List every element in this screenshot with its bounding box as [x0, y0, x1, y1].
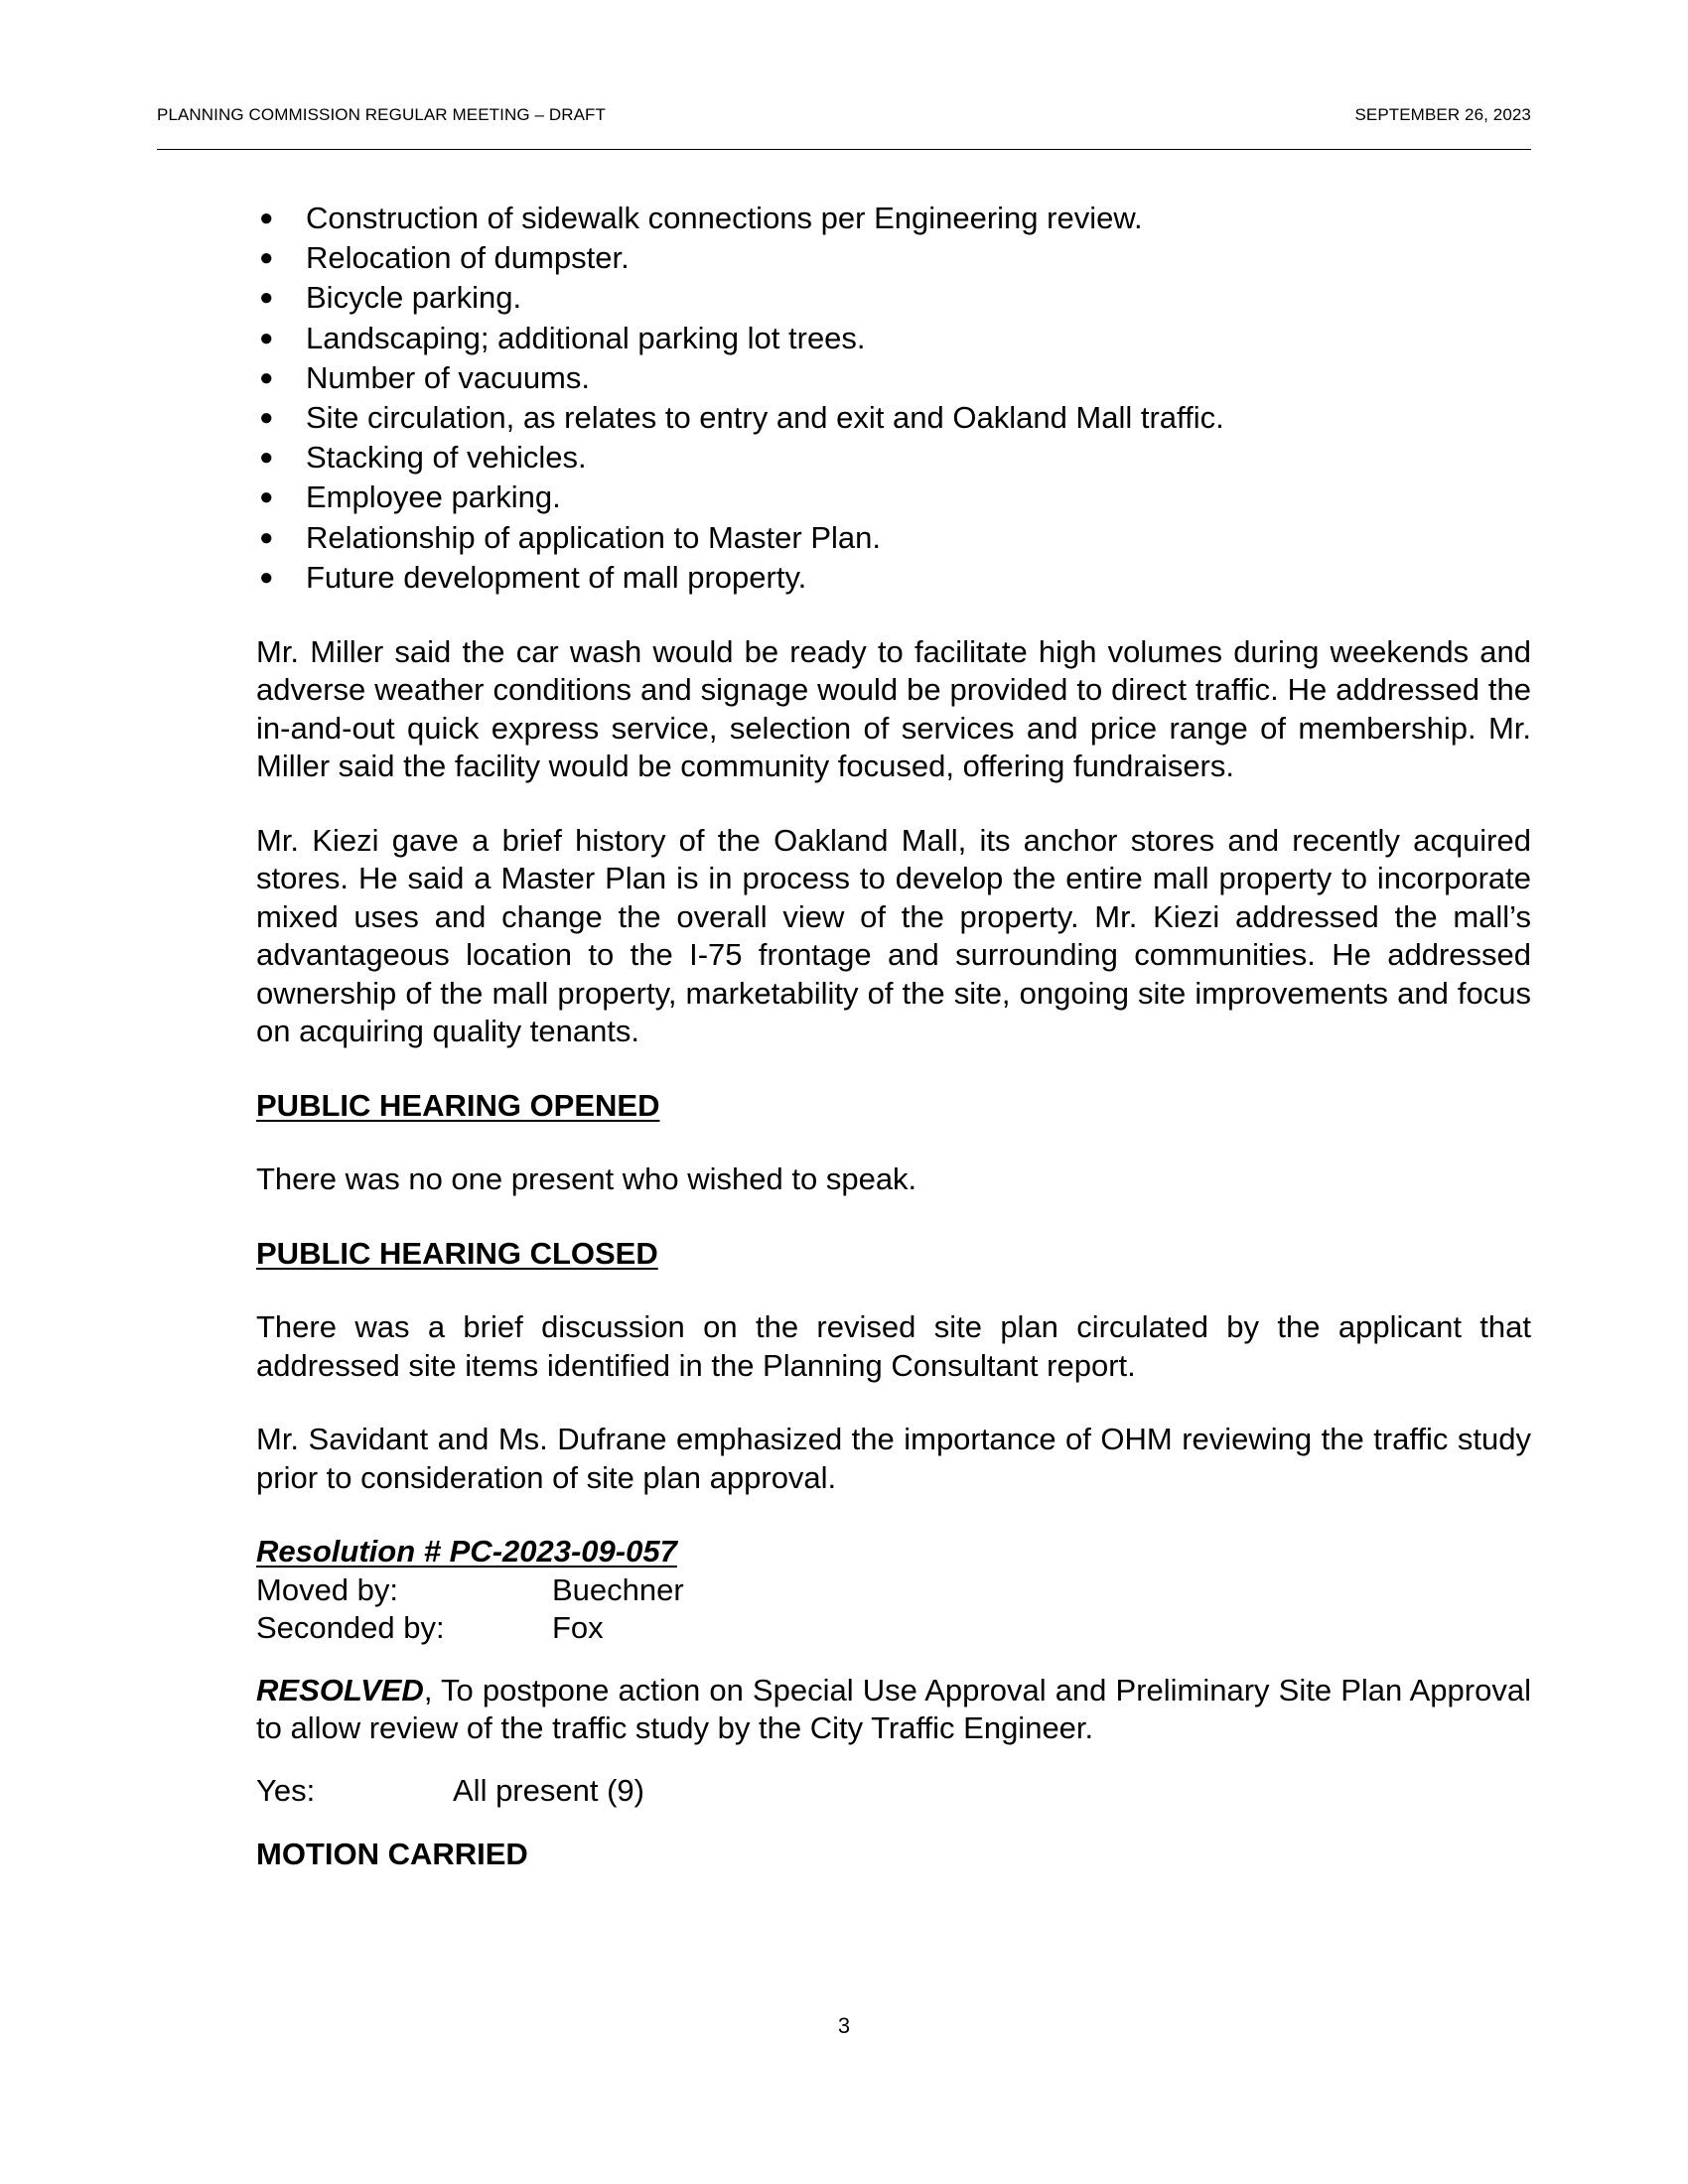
page-header	[157, 99, 1531, 150]
document-body	[256, 199, 1531, 1874]
vote-row	[256, 1772, 1531, 1811]
list-item: ● Bicycle parking.	[256, 278, 1531, 318]
list-item: ● Construction of sidewalk connections per Engineering review.	[256, 199, 1531, 238]
moved-by-label: Moved by:	[256, 1571, 399, 1607]
bullet-icon: ●	[259, 284, 274, 312]
bullet-icon: ●	[259, 244, 274, 272]
motion-carried: MOTION CARRIED	[256, 1837, 528, 1872]
review-items-list	[256, 199, 1531, 598]
bullet-icon: ●	[259, 324, 274, 351]
header-date: SEPTEMBER 26, 2023	[1354, 105, 1531, 124]
bullet-icon: ●	[259, 403, 274, 431]
bullet-icon: ●	[259, 205, 274, 231]
seconded-by-row	[256, 1609, 1531, 1648]
bullet-icon: ●	[259, 363, 274, 391]
paragraph-kiezi: Mr. Kiezi gave a brief history of the Oakland Mall, its anchor stores and recently acquired stores. He said a Master Plan is in process to develop the entire mall property to incorporate mixed uses and change the overall view of the property. Mr. Kiezi addressed the mall’s advantageous location to the I-75 frontage and surrounding communities. He addressed ownership of the mall property, marketability of the site, ongoing site improvements and focus on acquiring quality tenants.	[256, 822, 1531, 1049]
resolution-title: Resolution # PC-2023-09-057	[256, 1534, 677, 1570]
page-number: 3	[837, 2013, 851, 2038]
paragraph-discussion: There was a brief discussion on the revised site plan circulated by the applicant that addressed site items identified in the Planning Consultant report.	[256, 1309, 1531, 1383]
resolved-text: , To postpone action on Special Use Approval and Preliminary Site Plan Approval to allow review of the traffic study by the City Traffic Engineer.	[256, 1672, 1531, 1746]
list-item: ● Landscaping; additional parking lot trees.	[256, 319, 1531, 358]
list-item: ● Stacking of vehicles.	[256, 438, 1531, 478]
vote-label: Yes:	[256, 1772, 316, 1808]
resolution-block	[256, 1533, 1531, 1648]
vote-value: All present (9)	[453, 1772, 644, 1808]
heading-public-hearing-closed: PUBLIC HEARING CLOSED	[256, 1235, 658, 1271]
list-item: ● Site circulation, as relates to entry and exit and Oakland Mall traffic.	[256, 398, 1531, 438]
resolved-keyword: RESOLVED	[256, 1672, 424, 1707]
bullet-icon: ●	[259, 523, 274, 551]
list-item: ● Future development of mall property.	[256, 558, 1531, 598]
paragraph-savidant: Mr. Savidant and Ms. Dufrane emphasized the importance of OHM reviewing the traffic study prior to consideration of site plan approval.	[256, 1422, 1531, 1495]
bullet-icon: ●	[259, 483, 274, 511]
list-item: ● Number of vacuums.	[256, 358, 1531, 398]
seconded-by-label: Seconded by:	[256, 1610, 445, 1646]
moved-by-row	[256, 1571, 1531, 1610]
paragraph-no-speakers: There was no one present who wished to speak.	[256, 1161, 917, 1197]
bullet-icon: ●	[259, 563, 274, 591]
bullet-icon: ●	[259, 444, 274, 472]
paragraph-miller: Mr. Miller said the car wash would be ready to facilitate high volumes during weekends and adverse weather conditions and signage would be provided to direct traffic. He addressed the in-and-out quick express service, selection of services and price range of membership. Mr. Miller said the facility would be community focused, offering fundraisers.	[256, 633, 1531, 784]
list-item: ● Relationship of application to Master Plan.	[256, 518, 1531, 558]
moved-by-value: Buechner	[552, 1571, 684, 1607]
header-meeting-title: PLANNING COMMISSION REGULAR MEETING – DRAFT	[157, 105, 607, 124]
resolved-paragraph	[256, 1672, 1531, 1748]
seconded-by-value: Fox	[552, 1610, 604, 1646]
list-item: ● Relocation of dumpster.	[256, 238, 1531, 278]
heading-public-hearing-opened: PUBLIC HEARING OPENED	[256, 1087, 660, 1123]
list-item: ● Employee parking.	[256, 478, 1531, 517]
